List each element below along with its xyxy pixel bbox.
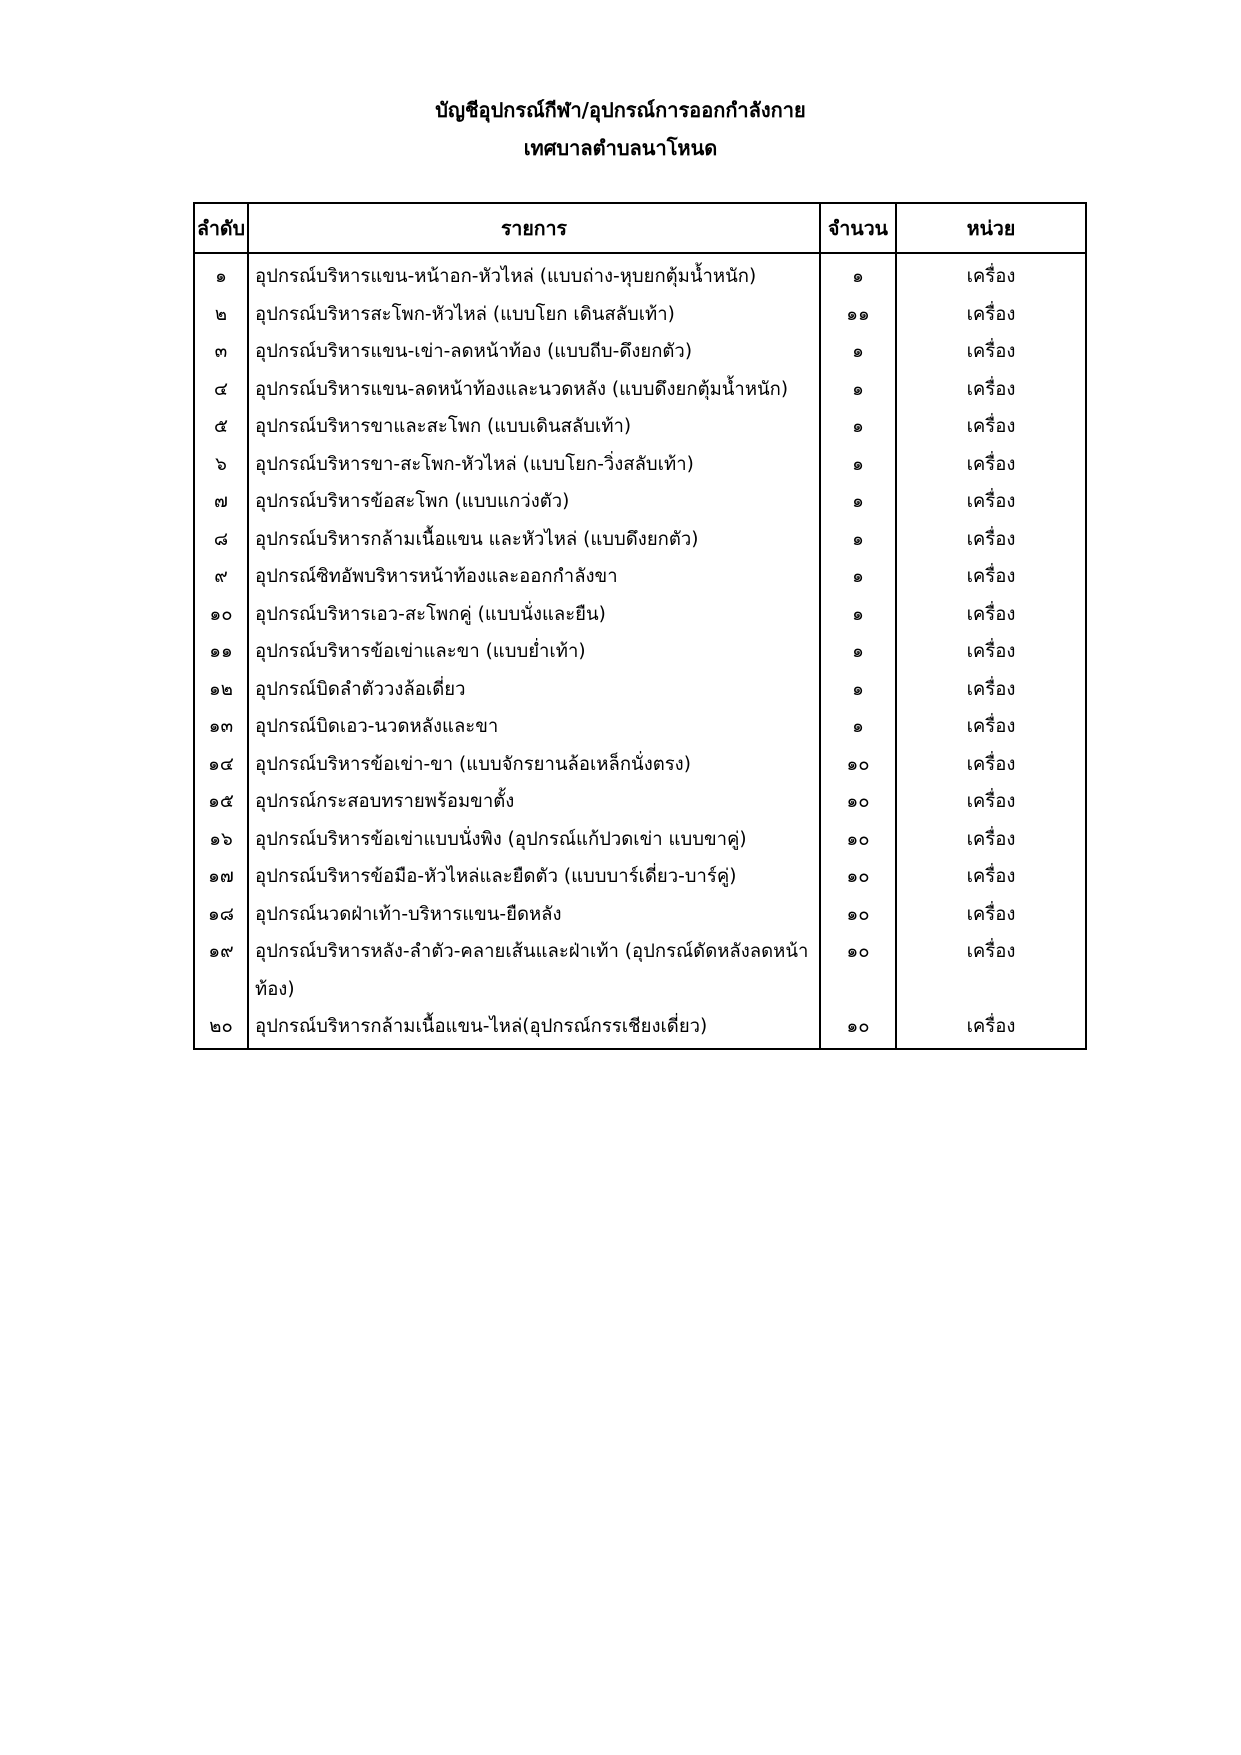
row-no: ๖ — [194, 446, 248, 484]
table-row — [194, 933, 1086, 1008]
row-item: อุปกรณ์บริหารแขน-เข่า-ลดหน้าท้อง (แบบถีบ-ดึงยกตัว) — [248, 333, 820, 371]
row-item: อุปกรณ์บริหารข้อมือ-หัวไหล่และยืดตัว (แบบบาร์เดี่ยว-บาร์คู่) — [248, 858, 820, 896]
row-unit: เครื่อง — [896, 671, 1086, 709]
row-item: อุปกรณ์บริหารกล้ามเนื้อแขน-ไหล่(อุปกรณ์กรรเชียงเดี่ยว) — [248, 1008, 820, 1049]
equipment-table — [193, 202, 1087, 1050]
row-item: อุปกรณ์บิดเอว-นวดหลังและขา — [248, 708, 820, 746]
row-item: อุปกรณ์ซิทอัพบริหารหน้าท้องและออกกำลังขา — [248, 558, 820, 596]
row-qty: ๑๐ — [820, 933, 896, 1008]
document-subtitle: เทศบาลตำบลนาโหนด — [523, 136, 718, 160]
table-row — [194, 1008, 1086, 1049]
row-no: ๑๓ — [194, 708, 248, 746]
row-qty: ๑๐ — [820, 821, 896, 859]
row-no: ๑๐ — [194, 596, 248, 634]
row-unit: เครื่อง — [896, 446, 1086, 484]
table-row — [194, 596, 1086, 634]
row-qty: ๑๐ — [820, 1008, 896, 1049]
table-row — [194, 371, 1086, 409]
row-unit: เครื่อง — [896, 483, 1086, 521]
row-unit: เครื่อง — [896, 408, 1086, 446]
row-item: อุปกรณ์บริหารข้อสะโพก (แบบแกว่งตัว) — [248, 483, 820, 521]
row-unit: เครื่อง — [896, 783, 1086, 821]
header-no: ลำดับ — [194, 203, 248, 253]
row-item: อุปกรณ์บริหารแขน-หน้าอก-หัวไหล่ (แบบถ่าง-หุบยกตุ้มน้ำหนัก) — [248, 253, 820, 296]
row-no: ๑๒ — [194, 671, 248, 709]
row-unit: เครื่อง — [896, 858, 1086, 896]
row-item: อุปกรณ์บริหารเอว-สะโพกคู่ (แบบนั่งและยืน) — [248, 596, 820, 634]
row-unit: เครื่อง — [896, 633, 1086, 671]
table-row — [194, 333, 1086, 371]
row-item: อุปกรณ์บริหารข้อเข่า-ขา (แบบจักรยานล้อเหล็กนั่งตรง) — [248, 746, 820, 784]
row-unit: เครื่อง — [896, 333, 1086, 371]
row-qty: ๑๐ — [820, 896, 896, 934]
table-row — [194, 296, 1086, 334]
row-no: ๑๕ — [194, 783, 248, 821]
row-unit: เครื่อง — [896, 558, 1086, 596]
table-row — [194, 858, 1086, 896]
row-no: ๒ — [194, 296, 248, 334]
table-row — [194, 253, 1086, 296]
table-row — [194, 408, 1086, 446]
row-no: ๑ — [194, 253, 248, 296]
header-qty: จำนวน — [820, 203, 896, 253]
row-item: อุปกรณ์บิดลำตัววงล้อเดี่ยว — [248, 671, 820, 709]
row-no: ๑๘ — [194, 896, 248, 934]
table-row — [194, 896, 1086, 934]
row-qty: ๑๐ — [820, 783, 896, 821]
row-qty: ๑ — [820, 408, 896, 446]
row-no: ๑๗ — [194, 858, 248, 896]
row-item: อุปกรณ์บริหารกล้ามเนื้อแขน และหัวไหล่ (แบบดึงยกตัว) — [248, 521, 820, 559]
row-unit: เครื่อง — [896, 596, 1086, 634]
row-item: อุปกรณ์บริหารสะโพก-หัวไหล่ (แบบโยก เดินสลับเท้า) — [248, 296, 820, 334]
table-row — [194, 521, 1086, 559]
row-item: อุปกรณ์กระสอบทรายพร้อมขาตั้ง — [248, 783, 820, 821]
row-unit: เครื่อง — [896, 708, 1086, 746]
table-row — [194, 558, 1086, 596]
row-qty: ๑ — [820, 596, 896, 634]
table-row — [194, 483, 1086, 521]
row-qty: ๑ — [820, 371, 896, 409]
row-qty: ๑๐ — [820, 746, 896, 784]
row-unit: เครื่อง — [896, 821, 1086, 859]
row-qty: ๑๐ — [820, 858, 896, 896]
row-item: อุปกรณ์บริหารข้อเข่าแบบนั่งพิง (อุปกรณ์แก้ปวดเข่า แบบขาคู่) — [248, 821, 820, 859]
header-unit: หน่วย — [896, 203, 1086, 253]
row-no: ๑๑ — [194, 633, 248, 671]
table-row — [194, 671, 1086, 709]
row-unit: เครื่อง — [896, 896, 1086, 934]
row-qty: ๑ — [820, 521, 896, 559]
row-unit: เครื่อง — [896, 746, 1086, 784]
row-unit: เครื่อง — [896, 371, 1086, 409]
row-no: ๑๙ — [194, 933, 248, 1008]
table-row — [194, 746, 1086, 784]
document-title: บัญชีอุปกรณ์กีฬา/อุปกรณ์การออกกำลังกาย — [435, 98, 806, 122]
row-unit: เครื่อง — [896, 933, 1086, 1008]
table-row — [194, 633, 1086, 671]
row-unit: เครื่อง — [896, 296, 1086, 334]
row-qty: ๑ — [820, 483, 896, 521]
table-row — [194, 783, 1086, 821]
row-item: อุปกรณ์บริหารขาและสะโพก (แบบเดินสลับเท้า) — [248, 408, 820, 446]
table-row — [194, 708, 1086, 746]
row-no: ๕ — [194, 408, 248, 446]
row-unit: เครื่อง — [896, 521, 1086, 559]
row-unit: เครื่อง — [896, 1008, 1086, 1049]
row-qty: ๑ — [820, 633, 896, 671]
row-no: ๘ — [194, 521, 248, 559]
row-qty: ๑ — [820, 558, 896, 596]
row-no: ๑๔ — [194, 746, 248, 784]
row-item: อุปกรณ์บริหารข้อเข่าและขา (แบบย่ำเท้า) — [248, 633, 820, 671]
header-item: รายการ — [248, 203, 820, 253]
row-item: อุปกรณ์บริหารแขน-ลดหน้าท้องและนวดหลัง (แบบดึงยกตุ้มน้ำหนัก) — [248, 371, 820, 409]
row-unit: เครื่อง — [896, 253, 1086, 296]
table-row — [194, 446, 1086, 484]
row-qty: ๑ — [820, 333, 896, 371]
row-no: ๓ — [194, 333, 248, 371]
row-qty: ๑ — [820, 671, 896, 709]
row-no: ๙ — [194, 558, 248, 596]
row-qty: ๑ — [820, 446, 896, 484]
row-no: ๗ — [194, 483, 248, 521]
table-header-row — [194, 203, 1086, 253]
row-no: ๒๐ — [194, 1008, 248, 1049]
table-row — [194, 821, 1086, 859]
row-item: อุปกรณ์บริหารหลัง-ลำตัว-คลายเส้นและฝ่าเท้า (อุปกรณ์ดัดหลังลดหน้าท้อง) — [248, 933, 820, 1008]
row-item: อุปกรณ์บริหารขา-สะโพก-หัวไหล่ (แบบโยก-วิ่งสลับเท้า) — [248, 446, 820, 484]
row-qty: ๑๑ — [820, 296, 896, 334]
row-qty: ๑ — [820, 253, 896, 296]
row-no: ๔ — [194, 371, 248, 409]
row-qty: ๑ — [820, 708, 896, 746]
row-item: อุปกรณ์นวดฝ่าเท้า-บริหารแขน-ยืดหลัง — [248, 896, 820, 934]
row-no: ๑๖ — [194, 821, 248, 859]
